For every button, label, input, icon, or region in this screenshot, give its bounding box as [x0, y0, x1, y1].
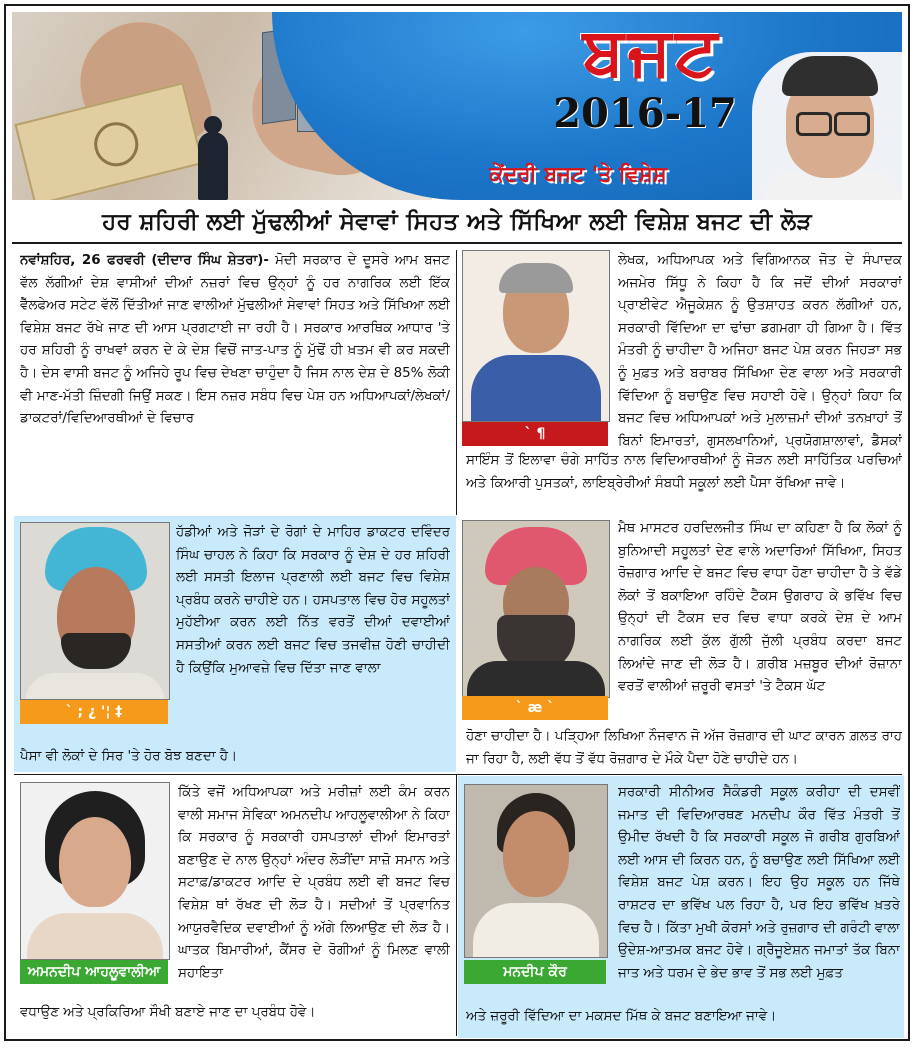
currency-note-illustration	[14, 82, 203, 200]
student-photo	[464, 784, 608, 958]
doctor-caption: ` ; ¿ '¦ ‡	[20, 700, 168, 724]
budget-title: ਬਜਟ	[582, 13, 722, 90]
student-article-top	[618, 782, 900, 1006]
doctor-text-continued: ਪੈਸਾ ਵੀ ਲੋਕਾਂ ਦੇ ਸਿਰ 'ਤੇ ਹੋਰ ਬੋਝ ਬਣਦਾ ਹੈ।	[20, 749, 238, 764]
doctor-photo	[20, 522, 170, 700]
teacher-article-top	[618, 518, 902, 740]
teacher-text: ਮੈਥ ਮਾਸਟਰ ਹਰਦਿਲਜੀਤ ਸਿੰਘ ਦਾ ਕਹਿਣਾ ਹੈ ਕਿ ਲੋਕਾਂ ਨੂੰ ਬੁਨਿਆਦੀ ਸਹੂਲਤਾਂ ਦੇਣ ਵਾਲੇ ਅਦਾਰਿਆਂ ਸਿੱਖਿਆ, ਸਿਹਤ ਰੋਜ਼ਗਾਰ ਆਦਿ ਦੇ ਬਜਟ ਵਿਚ ਵਾਧਾ ਹੋਣਾ ਚਾਹੀਦਾ ਹੈ ਤੇ ਵੱਡੇ ਲੋਕਾਂ ਤੋਂ ਬਕਾਇਆ ਰਹਿੰਦੇ ਟੈਕਸ ਉਗਰਾਹ ਕੇ ਭਵਿੱਖ ਵਿਚ ਉਨ੍ਹਾਂ ਦੀ ਟੈਕਸ ਦਰ ਵਿਚ ਵਾਧਾ ਕਰਕੇ ਦੇਸ਼ ਦੇ ਆਮ ਨਾਗਰਿਕ ਲਈ ਕੁੱਲ ਗੁੱਲੀ ਜੁੱਲੀ ਪ੍ਰਬੰਧ ਕਰਦਾ ਬਜਟ ਲਿਆਂਦੇ ਜਾਣ ਦੀ ਲੋੜ ਹੈ। ਗ਼ਰੀਬ ਮਜ਼ਬੂਰ ਦੀਆਂ ਰੋਜ਼ਾਨਾ ਵਰਤੋਂ ਵਾਲੀਆਂ ਜ਼ਰੂਰੀ ਵਸਤਾਂ 'ਤੇ ਟੈਕਸ ਘੱਟ	[618, 521, 902, 695]
doctor-article-top	[176, 522, 450, 746]
student-caption: ਮਨਦੀਪ ਕੌਰ	[464, 960, 606, 984]
dateline: ਨਵਾਂਸ਼ਹਿਰ, 26 ਫਰਵਰੀ (ਦੀਦਾਰ ਸਿੰਘ ਸ਼ੇਤਰਾ)-	[20, 253, 269, 268]
column-divider	[456, 774, 457, 1036]
intro-article	[20, 250, 450, 512]
social-worker-photo	[20, 782, 170, 960]
teacher-text-continued: ਹੋਣਾ ਚਾਹੀਦਾ ਹੈ। ਪੜ੍ਹਿਆ ਲਿਖਿਆ ਨੌਜਵਾਨ ਜੋ ਅੱਜ ਰੋਜ਼ਗਾਰ ਦੀ ਘਾਟ ਕਾਰਨ ਗ਼ਲਤ ਰਾਹ ਜਾ ਰਿਹਾ ਹੈ, ਲਈ ਵੱਧ ਤੋਂ ਵੱਧ ਰੋਜ਼ਗਾਰ ਦੇ ਮੌਕੇ ਪੈਦਾ ਹੋਣੇ ਚਾਹੀਦੇ ਹਨ।	[466, 729, 902, 767]
doctor-text: ਹੱਡੀਆਂ ਅਤੇ ਜੋੜਾਂ ਦੇ ਰੋਗਾਂ ਦੇ ਮਾਹਿਰ ਡਾਕਟਰ ਦਵਿੰਦਰ ਸਿੰਘ ਚਾਹਲ ਨੇ ਕਿਹਾ ਕਿ ਸਰਕਾਰ ਨੂੰ ਦੇਸ਼ ਦੇ ਹਰ ਸ਼ਹਿਰੀ ਲਈ ਸਸਤੀ ਇਲਾਜ ਪ੍ਰਣਾਲੀ ਲਈ ਬਜਟ ਵਿਚ ਵਿਸ਼ੇਸ਼ ਪ੍ਰਬੰਧ ਕਰਨੇ ਚਾਹੀਏ ਹਨ। ਹਸਪਤਾਲ ਵਿਚ ਹੋਰ ਸਹੂਲਤਾਂ ਮੁਹੱਈਆ ਕਰਨ ਲਈ ਨਿੱਤ ਵਰਤੋਂ ਦੀਆਂ ਦਵਾਈਆਂ ਸਸਤੀਆਂ ਕਰਨ ਲਈ ਬਜਟ ਵਿਚ ਤਜਵੀਜ਼ ਹੋਣੀ ਚਾਹੀਦੀ ਹੈ ਕਿਉਂਕਿ ਮੁਆਵਜ਼ੇ ਵਿਚ ਦਿੱਤਾ ਜਾਣ ਵਾਲਾ	[176, 525, 450, 676]
section-divider	[14, 774, 902, 775]
social-worker-article-top	[178, 782, 450, 1000]
doctor-article-bottom	[20, 746, 450, 770]
intro-body: ਮੋਦੀ ਸਰਕਾਰ ਦੇ ਦੂਸਰੇ ਆਮ ਬਜਟ ਵੱਲ ਲੱਗੀਆਂ ਦੇਸ਼ ਵਾਸੀਆਂ ਦੀਆਂ ਨਜ਼ਰਾਂ ਵਿਚ ਉਨ੍ਹਾਂ ਨੂੰ ਹਰ ਨਾਗਰਿਕ ਲਈ ਇੱਕ ਵੈੱਲਫੇਅਰ ਸਟੇਟ ਵੱਲੋਂ ਦਿੱਤੀਆਂ ਜਾਣ ਵਾਲੀਆਂ ਮੁੱਢਲੀਆਂ ਸੇਵਾਵਾਂ ਸਿਹਤ ਅਤੇ ਸਿੱਖਿਆ ਲਈ ਵਿਸ਼ੇਸ਼ ਬਜਟ ਰੱਖੇ ਜਾਣ ਦੀ ਆਸ ਪ੍ਰਗਟਾਈ ਜਾ ਰਹੀ ਹੈ। ਸਰਕਾਰ ਆਰਥਿਕ ਆਧਾਰ 'ਤੇ ਹਰ ਸ਼ਹਿਰੀ ਨੂੰ ਰਾਖਵਾਂ ਕਰਨ ਦੇ ਕੇ ਦੇਸ਼ ਵਿਚੋਂ ਜਾਤ-ਪਾਤ ਨੂੰ ਮੁੱਢੋਂ ਹੀ ਖ਼ਤਮ ਵੀ ਕਰ ਸਕਦੀ ਹੈ। ਦੇਸ ਵਾਸੀ ਬਜਟ ਨੂੰ ਅਜਿਹੇ ਰੂਪ ਵਿਚ ਦੇਖਣਾ ਚਾਹੁੰਦਾ ਹੈ ਜਿਸ ਨਾਲ ਦੇਸ਼ ਦੇ 85% ਲੋਕੀ ਵੀ ਮਾਣ-ਮੱਤੀ ਜ਼ਿੰਦਗੀ ਜਿਉਂ ਸਕਣ। ਇਸ ਨਜ਼ਰ ਸਬੰਧ ਵਿਚ ਪੇਸ਼ ਹਨ ਅਧਿਆਪਕਾਂ/ਲੇਖਕਾਂ/ ਡਾਕਟਰਾਂ/ਵਿਦਿਆਰਥੀਆਂ ਦੇ ਵਿਚਾਰ	[20, 253, 450, 427]
teacher-photo	[462, 520, 610, 698]
budget-year: 2016-17	[553, 90, 737, 137]
column-divider	[456, 250, 457, 515]
writer-photo	[462, 250, 610, 422]
intro-paragraph	[20, 250, 450, 431]
writer-text-continued: ਸਾਇੰਸ ਤੋਂ ਇਲਾਵਾ ਚੰਗੇ ਸਾਹਿੱਤ ਨਾਲ ਵਿਦਿਆਰਥੀਆਂ ਨੂੰ ਜੋੜਨ ਲਈ ਸਾਹਿੱਤਿਕ ਪਰਚਿਆਂ ਅਤੇ ਕਿਆਰੀ ਪੁਸਤਕਾਂ, ਲਾਇਬ੍ਰੇਰੀਆਂ ਸੰਬਧੀ ਸਕੂਲਾਂ ਲਈ ਪੈਸਾ ਰੱਖਿਆ ਜਾਵੇ।	[466, 453, 902, 491]
businessman-silhouette	[198, 132, 228, 200]
social-worker-text: ਕਿੱਤੇ ਵਜੋਂ ਅਧਿਆਪਕਾ ਅਤੇ ਮਰੀਜ਼ਾਂ ਲਈ ਕੰਮ ਕਰਨ ਵਾਲੀ ਸਮਾਜ ਸੇਵਿਕਾ ਅਮਨਦੀਪ ਆਹਲੂਵਾਲੀਆ ਨੇ ਕਿਹਾ ਕਿ ਸਰਕਾਰ ਨੂੰ ਸਰਕਾਰੀ ਹਸਪਤਾਲਾਂ ਦੀਆਂ ਇਮਾਰਤਾਂ ਬਣਾਉਣ ਦੇ ਨਾਲ ਉਨ੍ਹਾਂ ਅੰਦਰ ਲੋੜੀਂਦਾ ਸਾਜ਼ੋ ਸਮਾਨ ਅਤੇ ਸਟਾਫ਼/ਡਾਕਟਰ ਆਦਿ ਦੇ ਪ੍ਰਬੰਧ ਲਈ ਵੀ ਬਜਟ ਵਿਚ ਵਿਸ਼ੇਸ਼ ਥਾਂ ਰੱਖਣ ਦੀ ਲੋੜ ਹੈ। ਸਦੀਆਂ ਤੋਂ ਪ੍ਰਵਾਨਿਤ ਆਯੁਰਵੈਦਿਕ ਦਵਾਈਆਂ ਨੂੰ ਅੱਗੇ ਲਿਆਉਣ ਦੀ ਲੋੜ ਹੈ। ਘਾਤਕ ਬਿਮਾਰੀਆਂ, ਕੈਂਸਰ ਦੇ ਰੋਗੀਆਂ ਨੂੰ ਮਿਲਣ ਵਾਲੀ ਸਹਾਇਤਾ	[178, 785, 450, 981]
teacher-caption: ` æ `	[462, 696, 608, 720]
student-article-bottom	[466, 1006, 900, 1032]
newspaper-page	[4, 4, 910, 1041]
student-text-continued: ਅਤੇ ਜ਼ਰੂਰੀ ਵਿੱਦਿਆ ਦਾ ਮਕਸਦ ਮਿੱਥ ਕੇ ਬਜਟ ਬਣਾਇਆ ਜਾਵੇ।	[466, 1009, 777, 1024]
writer-text: ਲੇਖਕ, ਅਧਿਆਪਕ ਅਤੇ ਵਿਗਿਆਨਕ ਜੋਤ ਦੇ ਸੰਪਾਦਕ ਅਜਮੇਰ ਸਿੱਧੂ ਨੇ ਕਿਹਾ ਹੈ ਕਿ ਜਦੋਂ ਦੀਆਂ ਸਰਕਾਰਾਂ ਪ੍ਰਾਈਵੇਟ ਐਜੂਕੇਸ਼ਨ ਨੂੰ ਉਤਸ਼ਾਹਤ ਕਰਨ ਲੱਗੀਆਂ ਹਨ, ਸਰਕਾਰੀ ਵਿੱਦਿਆ ਦਾ ਢਾਂਚਾ ਡਗਮਗਾ ਹੀ ਗਿਆ ਹੈ। ਵਿੱਤ ਮੰਤਰੀ ਨੂੰ ਚਾਹੀਦਾ ਹੈ ਅਜਿਹਾ ਬਜਟ ਪੇਸ਼ ਕਰਨ ਜਿਹੜਾ ਸਭ ਨੂੰ ਮੁਫ਼ਤ ਅਤੇ ਬਰਾਬਰ ਸਿੱਖਿਆ ਦੇਣ ਵਾਲਾ ਅਤੇ ਸਰਕਾਰੀ ਵਿੱਦਿਆ ਨੂੰ ਬਚਾਉਣ ਵਿਚ ਸਹਾਈ ਹੋਵੇ। ਉਨ੍ਹਾਂ ਕਿਹਾ ਕਿ ਬਜਟ ਵਿਚ ਅਧਿਆਪਕਾਂ ਅਤੇ ਮੁਲਾਜ਼ਮਾਂ ਦੀਆਂ ਤਨਖ਼ਾਹਾਂ ਤੋਂ ਬਿਨਾਂ ਇਮਾਰਤਾਂ, ਗੁਸਲਖਾਨਿਆਂ, ਪ੍ਰਯੋਗਸ਼ਾਲਾਵਾਂ, ਡੈਸਕਾਂ	[618, 253, 902, 449]
teacher-article-bottom	[466, 726, 902, 772]
social-worker-caption: ਅਮਨਦੀਪ ਆਹਲੂਵਾਲੀਆ	[20, 960, 168, 984]
masthead	[12, 12, 902, 200]
student-text: ਸਰਕਾਰੀ ਸੀਨੀਅਰ ਸੈਕੰਡਰੀ ਸਕੂਲ ਕਰੀਹਾ ਦੀ ਦਸਵੀਂ ਜਮਾਤ ਦੀ ਵਿਦਿਆਰਥਣ ਮਨਦੀਪ ਕੌਰ ਵਿੱਤ ਮੰਤਰੀ ਤੋਂ ਉਮੀਦ ਰੱਖਦੀ ਹੈ ਕਿ ਸਰਕਾਰੀ ਸਕੂਲ ਜੋ ਗਰੀਬ ਗੁਰਬਿਆਂ ਲਈ ਆਸ ਦੀ ਕਿਰਨ ਹਨ, ਨੂੰ ਬਚਾਉਣ ਲਈ ਸਿੱਖਿਆ ਲਈ ਵਿਸ਼ੇਸ਼ ਬਜਟ ਪੇਸ਼ ਕਰਨ। ਇਹ ਉਹ ਸਕੂਲ ਹਨ ਜਿੱਥੇ ਰਾਸ਼ਟਰ ਦਾ ਭਵਿੱਖ ਪਲ ਰਿਹਾ ਹੈ, ਪਰ ਇਹ ਭਵਿੱਖ ਖ਼ਤਰੇ ਵਿਚ ਹੈ। ਕਿੱਤਾ ਮੁਖੀ ਕੋਰਸਾਂ ਅਤੇ ਰੁਜ਼ਗਾਰ ਦੀ ਗਰੰਟੀ ਵਾਲਾ ਉਦੇਸ਼-ਆਤਮਕ ਬਜਟ ਹੋਵੇ। ਗ੍ਰੈਜੂਏਸ਼ਨ ਜਮਾਤਾਂ ਤੱਕ ਬਿਨਾ ਜਾਤ ਅਤੇ ਧਰਮ ਦੇ ਭੇਦ ਭਾਵ ਤੋਂ ਸਭ ਲਈ ਮੁਫ਼ਤ	[618, 785, 900, 981]
main-headline: ਹਰ ਸ਼ਹਿਰੀ ਲਈ ਮੁੱਢਲੀਆਂ ਸੇਵਾਵਾਂ ਸਿਹਤ ਅਤੇ ਸਿੱਖਿਆ ਲਈ ਵਿਸ਼ੇਸ਼ ਬਜਟ ਦੀ ਲੋੜ	[12, 202, 902, 244]
writer-caption: ` ¶	[462, 422, 608, 446]
social-worker-article-bottom	[20, 1002, 450, 1030]
writer-article-bottom	[466, 450, 902, 510]
social-worker-text-continued: ਵਧਾਉਣ ਅਤੇ ਪ੍ਰਕਿਰਿਆ ਸੌਖੀ ਬਣਾਏ ਜਾਣ ਦਾ ਪ੍ਰਬੰਧ ਹੋਵੇ।	[20, 1005, 316, 1020]
writer-article-top	[618, 250, 902, 450]
special-banner: ਕੇਂਦਰੀ ਬਜਟ 'ਤੇ ਵਿਸ਼ੇਸ਼	[489, 162, 667, 186]
